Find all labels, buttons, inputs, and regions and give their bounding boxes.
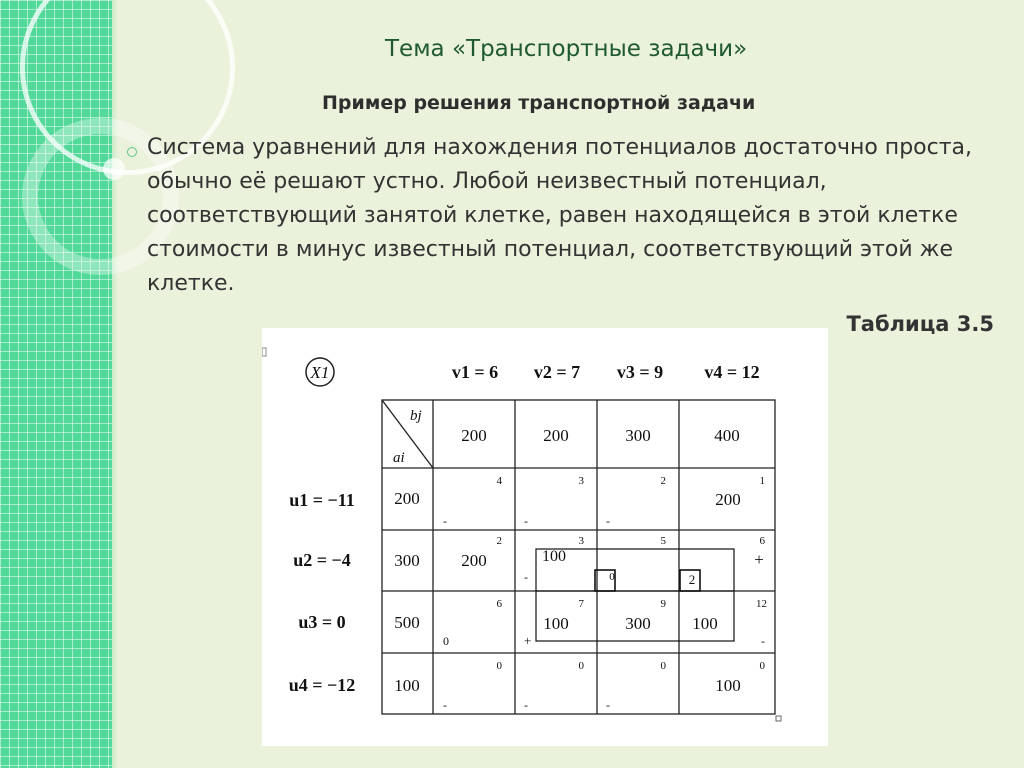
anchor-mark (776, 716, 781, 721)
cell-value: 200 (461, 551, 487, 570)
cell-cost: 5 (660, 535, 666, 547)
cycle-mark: 0 (609, 571, 615, 583)
transport-table-image (262, 328, 828, 746)
cell-value: 100 (692, 614, 718, 633)
cell-cost: 9 (660, 598, 666, 610)
demand-value: 200 (543, 426, 569, 445)
corner-label-a: ai (393, 450, 405, 466)
transport-table-svg (262, 328, 828, 746)
cell-sign: - (606, 698, 610, 712)
decorative-dot (103, 158, 125, 180)
cell-cost: 3 (578, 475, 584, 487)
cell-sign: - (606, 514, 610, 528)
column-potential: v1 = 6 (451, 362, 499, 382)
cell-sign: + (754, 550, 764, 569)
cell-sign: - (524, 698, 528, 712)
slide-subtitle: Пример решения транспортной задачи (322, 92, 756, 114)
cell-value: 100 (543, 614, 569, 633)
column-potential: v2 = 7 (533, 362, 581, 382)
cell-cost: 0 (660, 660, 666, 672)
cell-sign: 0 (443, 634, 449, 648)
cell-cost: 6 (496, 598, 502, 610)
cell-cost: 3 (578, 535, 584, 547)
cell-value: 200 (715, 490, 741, 509)
row-potential: u4 = −12 (288, 675, 356, 695)
cell-cost: 2 (496, 535, 502, 547)
row-potential: u1 = −11 (289, 490, 355, 510)
cell-sign: - (443, 698, 447, 712)
column-potential: v3 = 9 (616, 362, 664, 382)
supply-value: 500 (394, 613, 420, 632)
cell-sign: + (524, 633, 532, 648)
cell-cost: 4 (496, 475, 502, 487)
cell-cost: 2 (660, 475, 666, 487)
row-potential: u3 = 0 (298, 612, 346, 632)
cell-cost: 1 (759, 475, 765, 487)
cycle-mark: 2 (688, 572, 696, 587)
body-paragraph: Система уравнений для нахождения потенциалов достаточно проста, обычно её решают устно. Любой неизвестный потенциал, соответствующий занятой клетке, равен находящейся в этой клетке стоимости в минус известный потенциал, соответствующий этой же клетке. (147, 135, 972, 296)
demand-value: 300 (625, 426, 651, 445)
slide-topic-title: Тема «Транспортные задачи» (385, 36, 748, 62)
row-potential: u2 = −4 (293, 550, 351, 570)
cell-value: 100 (715, 676, 741, 695)
supply-value: 200 (394, 489, 420, 508)
bullet-icon (127, 147, 137, 157)
corner-label-b: bj (410, 408, 422, 424)
cell-cost: 0 (759, 660, 765, 672)
supply-value: 100 (394, 676, 420, 695)
cell-cost: 6 (759, 535, 765, 547)
cell-sign: - (443, 514, 447, 528)
cell-sign: - (524, 514, 528, 528)
cell-value: 100 (542, 548, 566, 565)
anchor-mark (262, 348, 266, 356)
column-potential: v4 = 12 (704, 362, 760, 382)
cell-sign: - (761, 634, 765, 648)
demand-value: 200 (461, 426, 487, 445)
cell-sign: - (524, 570, 528, 584)
supply-value: 300 (394, 551, 420, 570)
cell-cost: 7 (578, 598, 584, 610)
table-caption: Таблица 3.5 (846, 312, 994, 336)
cell-cost: 12 (756, 598, 767, 610)
iteration-label: X1 (310, 363, 330, 382)
cell-cost: 0 (578, 660, 584, 672)
cell-value: 300 (625, 614, 651, 633)
demand-value: 400 (714, 426, 740, 445)
cell-cost: 0 (496, 660, 502, 672)
